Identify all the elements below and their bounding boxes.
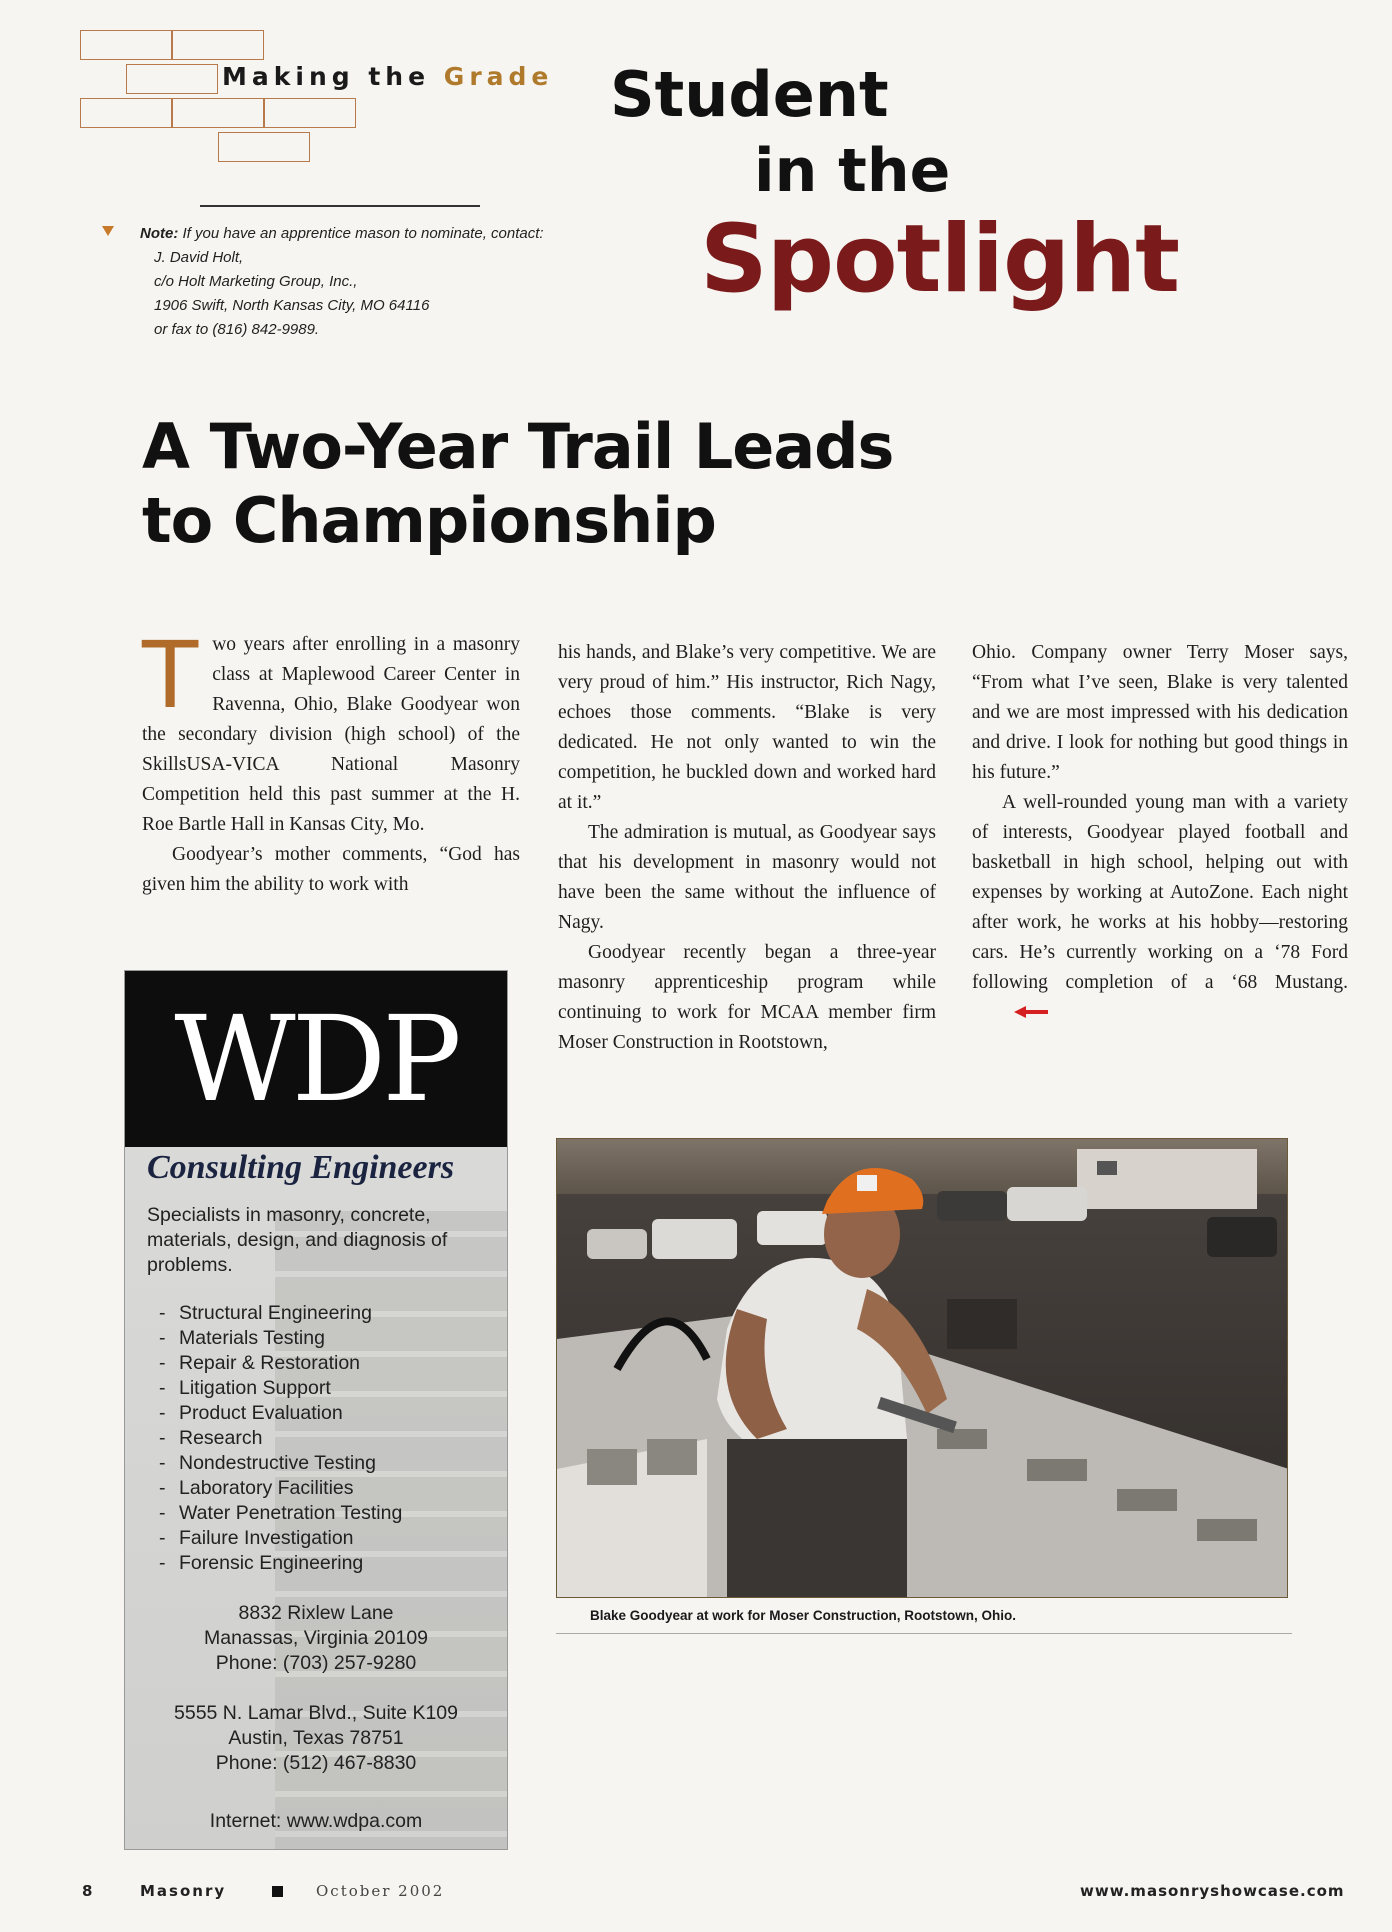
- title-spotlight: Spotlight: [700, 205, 1180, 314]
- service-item: - Materials Testing: [159, 1326, 402, 1351]
- footer-website: www.masonryshowcase.com: [1080, 1882, 1345, 1900]
- paragraph: [972, 788, 1348, 1029]
- mason-photo-illustration: [557, 1139, 1288, 1598]
- title-in-the: in the: [754, 136, 951, 206]
- brick: [80, 30, 172, 60]
- office-address-virginia: [125, 1601, 507, 1676]
- paragraph: Ohio. Company owner Terry Moser says, “From what I’ve seen, Blake is very talented and we are most impressed with his dedication and drive. I look for nothing but good things in his future.”: [972, 642, 1348, 783]
- brand-word: the: [368, 62, 431, 91]
- ad-intro: Specialists in masonry, concrete, materials, design, and diagnosis of problems.: [147, 1204, 448, 1276]
- paragraph: The admiration is mutual, as Goodyear says that his development in masonry would not have been the same without the influence of Nagy.: [558, 822, 936, 933]
- address-line: 8832 Rixlew Lane: [238, 1602, 394, 1624]
- article-column-2: [558, 638, 936, 1058]
- drop-cap: T: [142, 622, 199, 729]
- note-line: 1906 Swift, North Kansas City, MO 64116: [154, 297, 430, 314]
- issue-date: October 2002: [316, 1882, 445, 1900]
- service-item: - Research: [159, 1426, 402, 1451]
- service-item: - Water Penetration Testing: [159, 1501, 402, 1526]
- brick: [80, 98, 172, 128]
- brick: [172, 98, 264, 128]
- service-item: - Nondestructive Testing: [159, 1451, 402, 1476]
- paragraph: [142, 622, 520, 840]
- headline-line: to Championship: [142, 484, 716, 557]
- article-headline: [142, 410, 1042, 558]
- paragraph-text: A well-rounded young man with a variety of interests, Goodyear played football and basketball in high school, helping out with expenses by working at AutoZone. Each night after work, he works at his hobby—restoring cars. He’s currently working on a ‘78 Ford following completion of a ‘68 Mustang.: [972, 792, 1348, 993]
- paragraph-text: wo years after enrolling in a masonry class at Maplewood Career Center in Ravenna, Ohio, Blake Goodyear won the secondary division (high school) of the SkillsUSA-VICA National Masonry Competition held this past summer at the H. Roe Bartle Hall in Kansas City, Mo.: [142, 634, 520, 835]
- services-list: [159, 1301, 402, 1576]
- brick: [126, 64, 218, 94]
- paragraph: Goodyear recently began a three-year masonry apprenticeship program while continuing to work for MCAA member firm Moser Construction in Rootstown,: [558, 942, 936, 1053]
- office-address-texas: [125, 1701, 507, 1776]
- note-intro: If you have an apprentice mason to nominate, contact:: [182, 225, 544, 242]
- page-number: 8: [82, 1882, 93, 1900]
- title-student: Student: [610, 58, 889, 131]
- service-item: - Forensic Engineering: [159, 1551, 402, 1576]
- address-line: 5555 N. Lamar Blvd., Suite K109: [174, 1702, 458, 1724]
- note-line: J. David Holt,: [154, 249, 244, 266]
- article-column-1: [142, 622, 520, 900]
- address-line: Austin, Texas 78751: [228, 1727, 404, 1749]
- service-item: - Litigation Support: [159, 1376, 402, 1401]
- service-item: - Failure Investigation: [159, 1526, 402, 1551]
- note-line: c/o Holt Marketing Group, Inc.,: [154, 273, 358, 290]
- paragraph: his hands, and Blake’s very competitive. We are very proud of him.” His instructor, Rich Nagy, echoes those comments. “Blake is very dedicated. He not only wanted to win the competition, he buckled down and worked hard at it.”: [558, 642, 936, 813]
- ad-subtitle: Consulting Engineers: [147, 1149, 455, 1186]
- headline-line: A Two-Year Trail Leads: [142, 410, 894, 483]
- ad-website: Internet: www.wdpa.com: [209, 1810, 423, 1832]
- article-column-3: [972, 638, 1348, 1029]
- note-divider: [200, 205, 480, 207]
- brand-word: Grade: [443, 62, 554, 91]
- wdp-advertisement: [124, 970, 508, 1850]
- footer-separator-icon: [272, 1886, 283, 1897]
- service-item: - Repair & Restoration: [159, 1351, 402, 1376]
- triangle-marker-icon: [102, 226, 114, 236]
- wdp-logo: [125, 971, 507, 1147]
- address-line: Phone: (703) 257-9280: [215, 1652, 417, 1674]
- section-brand: [222, 62, 553, 91]
- brick: [218, 132, 310, 162]
- service-item: - Laboratory Facilities: [159, 1476, 402, 1501]
- article-photo: [556, 1138, 1288, 1598]
- caption-divider: [556, 1633, 1292, 1634]
- magazine-name: Masonry: [140, 1882, 227, 1900]
- photo-caption: Blake Goodyear at work for Moser Construction, Rootstown, Ohio.: [590, 1608, 1017, 1623]
- note-label: Note:: [140, 225, 179, 242]
- logo-text: WDP: [174, 990, 458, 1128]
- end-arrow-icon: [984, 999, 1048, 1029]
- paragraph: Goodyear’s mother comments, “God has given him the ability to work with: [142, 844, 520, 895]
- note-line: or fax to (816) 842-9989.: [154, 321, 320, 338]
- address-line: Phone: (512) 467-8830: [215, 1752, 417, 1774]
- brick: [264, 98, 356, 128]
- service-item: - Product Evaluation: [159, 1401, 402, 1426]
- service-item: - Structural Engineering: [159, 1301, 402, 1326]
- nomination-note: [140, 222, 560, 342]
- brick: [172, 30, 264, 60]
- brand-word: Making: [222, 62, 355, 91]
- address-line: Manassas, Virginia 20109: [203, 1627, 429, 1649]
